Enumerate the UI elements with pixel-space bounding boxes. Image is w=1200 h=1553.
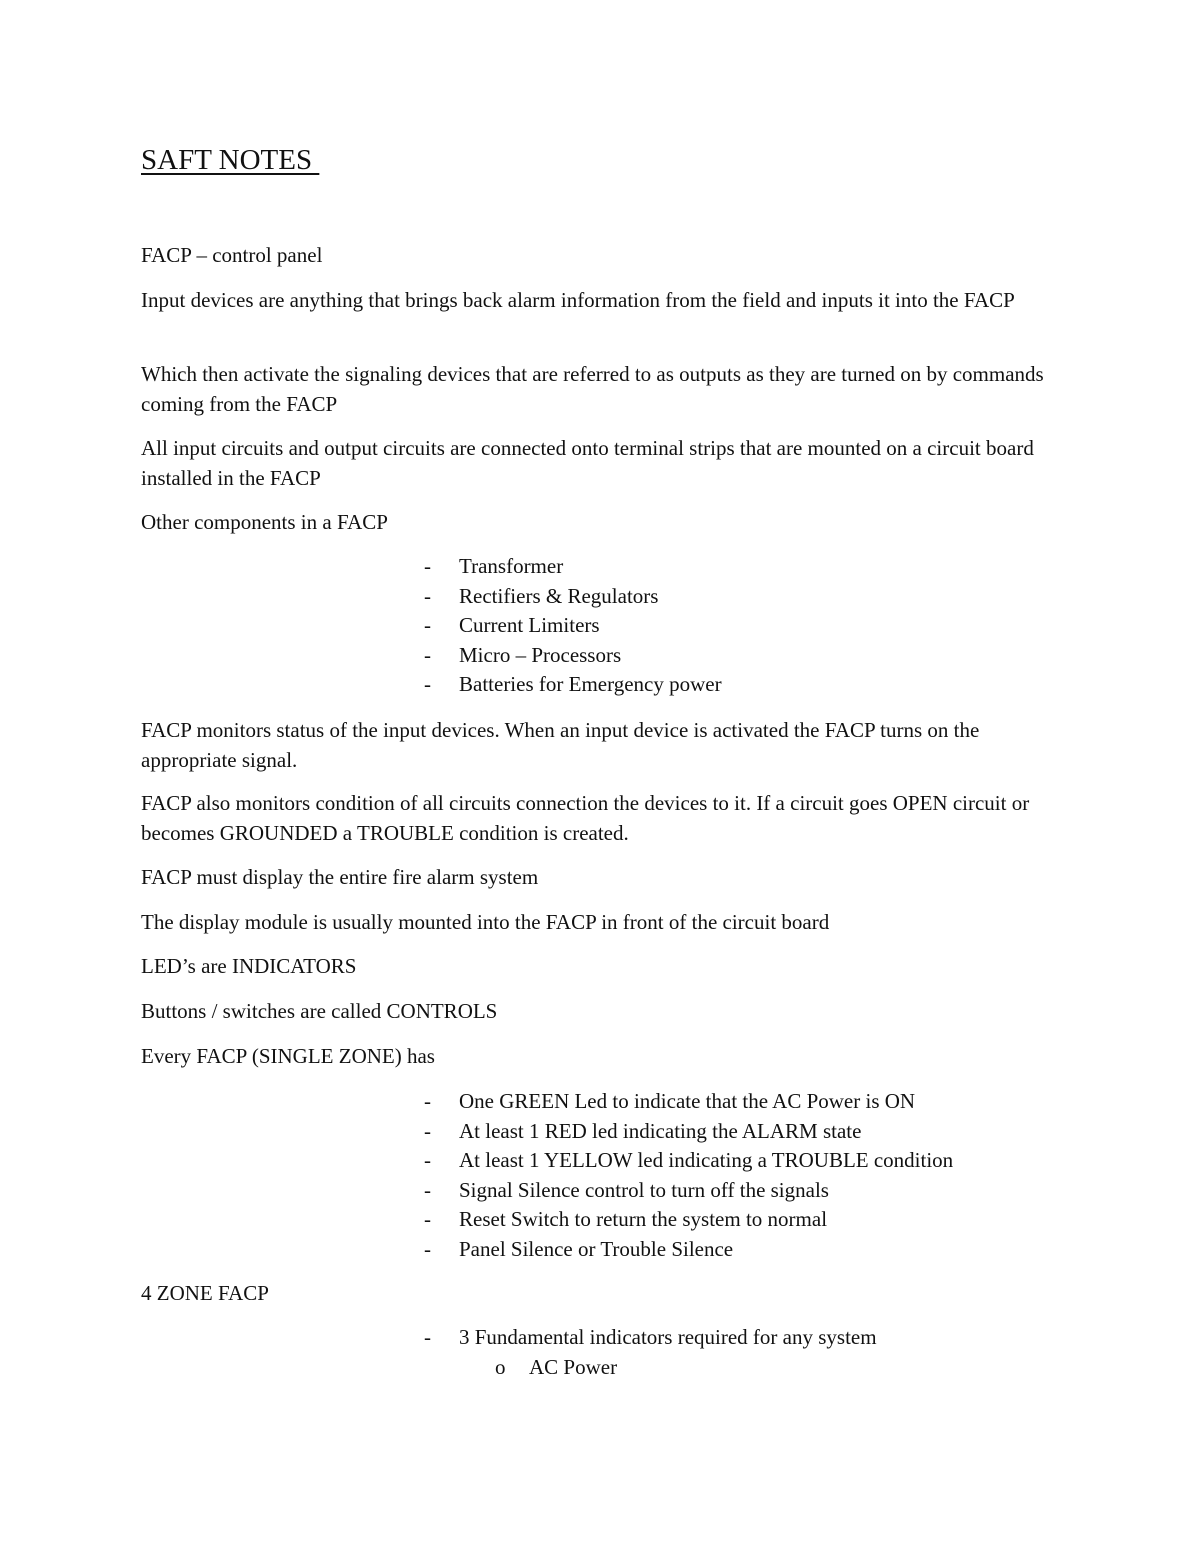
dash-bullet: - — [424, 1177, 431, 1202]
dash-bullet: - — [424, 1089, 431, 1113]
list-item-text: One GREEN Led to indicate that the AC Power is ON — [459, 1089, 916, 1113]
paragraph-signaling-devices: Which then activate the signaling devices that are referred to as outputs as they are turned on by commands coming from the FACP — [141, 362, 1044, 416]
dash-bullet: - — [424, 1148, 431, 1172]
paragraph-facp-definition: FACP – control panel — [141, 243, 323, 267]
dash-bullet: - — [424, 1207, 431, 1231]
four-zone-heading: 4 ZONE FACP — [141, 1281, 269, 1305]
paragraph-indicators: LED’s are INDICATORS — [141, 954, 357, 978]
list-item-text: Signal Silence control to turn off the signals — [459, 1177, 829, 1202]
dash-bullet: - — [424, 613, 431, 637]
paragraph-other-components: Other components in a FACP — [141, 510, 388, 534]
list-item-text: Transformer — [459, 554, 564, 578]
dash-bullet: - — [424, 1325, 431, 1349]
list-item-text: Current Limiters — [459, 613, 600, 637]
list-item-text: At least 1 YELLOW led indicating a TROUBLE condition — [459, 1148, 954, 1172]
list-item-text: Rectifiers & Regulators — [459, 583, 659, 608]
paragraph-display-module: The display module is usually mounted into the FACP in front of the circuit board — [141, 910, 830, 934]
paragraph-monitors-condition: FACP also monitors condition of all circuits connection the devices to it. If a circuit goes OPEN circuit or becomes GROUNDED a TROUBLE condition is created. — [141, 791, 1030, 845]
paragraph-single-zone: Every FACP (SINGLE ZONE) has — [141, 1044, 435, 1068]
list-item-text: Reset Switch to return the system to normal — [459, 1207, 828, 1231]
dash-bullet: - — [424, 1118, 431, 1143]
dash-bullet: - — [424, 554, 431, 578]
dash-bullet: - — [424, 642, 431, 667]
paragraph-input-devices: Input devices are anything that brings back alarm information from the field and inputs it into the FACP — [141, 288, 1015, 312]
list-item-text: At least 1 RED led indicating the ALARM state — [459, 1118, 862, 1143]
paragraph-monitors-status: FACP monitors status of the input devices. When an input device is activated the FACP turns on the appropriate signal. — [141, 718, 980, 772]
dash-bullet: - — [424, 1236, 431, 1261]
list-item-text: 3 Fundamental indicators required for any system — [459, 1325, 877, 1349]
list-item-text: Batteries for Emergency power — [459, 672, 722, 696]
sub-list-item-text: AC Power — [529, 1355, 618, 1379]
document-title: SAFT NOTES — [141, 144, 320, 176]
dash-bullet: - — [424, 672, 431, 696]
paragraph-display-system: FACP must display the entire fire alarm system — [141, 865, 539, 889]
list-item-text: Micro – Processors — [459, 642, 622, 667]
list-item-text: Panel Silence or Trouble Silence — [459, 1236, 734, 1261]
paragraph-controls: Buttons / switches are called CONTROLS — [141, 999, 498, 1023]
circle-bullet: o — [495, 1355, 506, 1379]
paragraph-circuits: All input circuits and output circuits are connected onto terminal strips that are mounted on a circuit board installed in the FACP — [141, 436, 1034, 490]
dash-bullet: - — [424, 583, 431, 608]
